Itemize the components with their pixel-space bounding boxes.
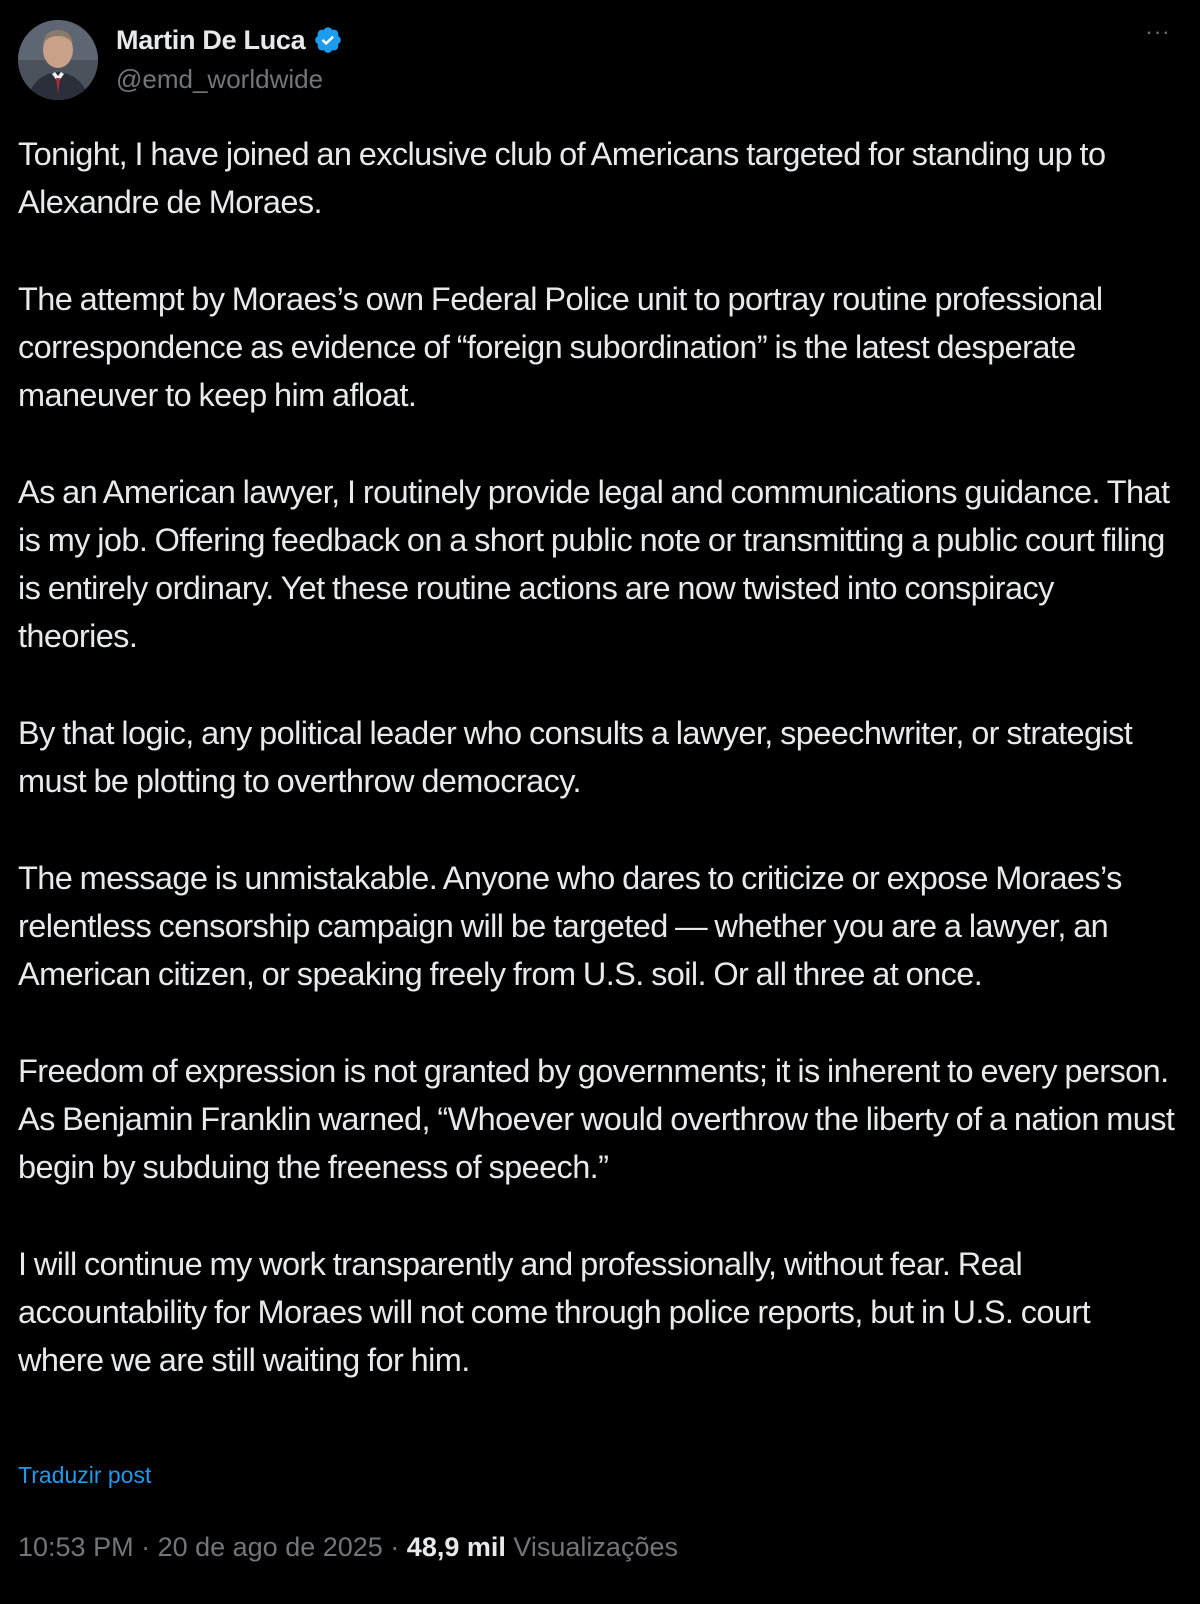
author-handle[interactable]: @emd_worldwide	[116, 64, 324, 94]
post-metadata	[18, 1532, 678, 1563]
post-time[interactable]: 10:53 PM	[18, 1532, 134, 1562]
views-count[interactable]: 48,9 mil	[406, 1532, 506, 1562]
post-paragraph: The attempt by Moraes’s own Federal Police unit to portray routine professional correspondence as evidence of “foreign subordination” is the latest desperate maneuver to keep him afloat.	[18, 281, 1103, 413]
post-date[interactable]: 20 de ago de 2025	[157, 1532, 383, 1562]
post-paragraph: By that logic, any political leader who consults a lawyer, speechwriter, or strategist must be plotting to overthrow democracy.	[18, 715, 1133, 799]
views-label: Visualizações	[513, 1532, 678, 1562]
meta-separator: ·	[382, 1532, 407, 1562]
translate-post-link[interactable]: Traduzir post	[18, 1462, 152, 1488]
author-display-name[interactable]: Martin De Luca	[116, 24, 306, 55]
post-paragraph: The message is unmistakable. Anyone who dares to criticize or expose Moraes’s relentless censorship campaign will be targeted — whether you are a lawyer, an American citizen, or speaking freely from U.S. soil. Or all three at once.	[18, 860, 1122, 992]
avatar[interactable]	[18, 20, 98, 100]
post-paragraph: I will continue my work transparently and professionally, without fear. Real accountability for Moraes will not come through police reports, but in U.S. court where we are still waiting for him.	[18, 1246, 1091, 1378]
post-paragraph: Freedom of expression is not granted by governments; it is inherent to every person. As Benjamin Franklin warned, “Whoever would overthrow the liberty of a nation must begin by subduing the freeness of speech.”	[18, 1053, 1175, 1185]
post-paragraph: Tonight, I have joined an exclusive club of Americans targeted for standing up to Alexandre de Moraes.	[18, 136, 1106, 220]
author-names	[116, 22, 343, 95]
more-options-button[interactable]: ···	[1145, 19, 1171, 44]
meta-separator: ·	[133, 1532, 158, 1562]
post-text	[18, 130, 1178, 1384]
display-name-row	[116, 22, 343, 58]
post-paragraph: As an American lawyer, I routinely provide legal and communications guidance. That is my job. Offering feedback on a short public note or transmitting a public court filing is entirely ordinary. Yet these routine actions are now twisted into conspiracy theories.	[18, 474, 1170, 654]
verified-badge-icon[interactable]	[313, 25, 343, 55]
post-header	[18, 18, 1182, 104]
avatar-photo-icon	[18, 20, 98, 100]
